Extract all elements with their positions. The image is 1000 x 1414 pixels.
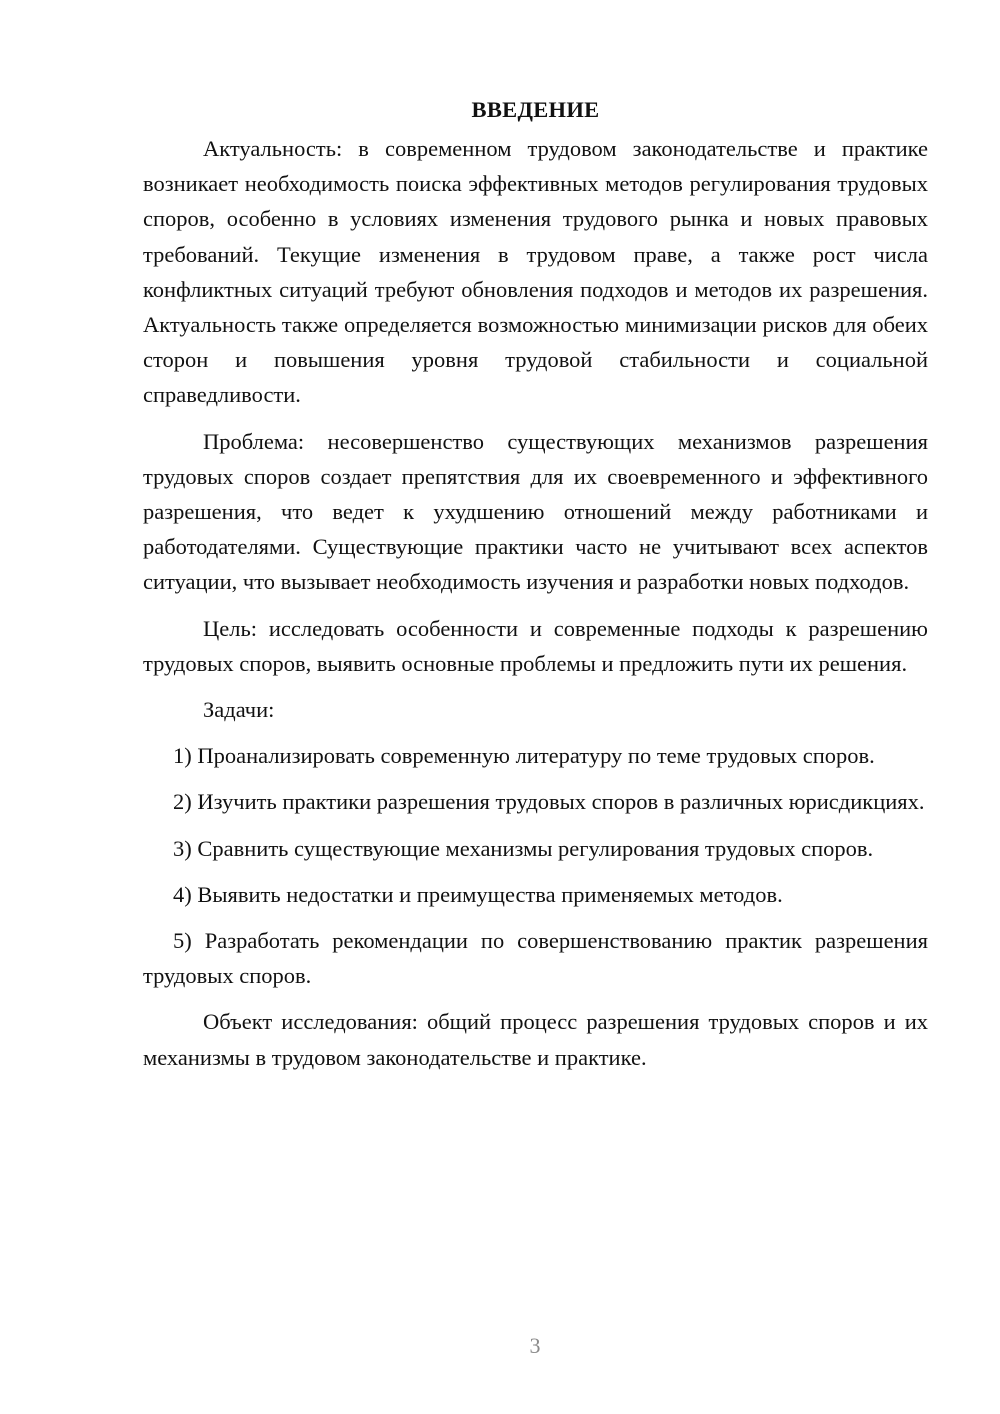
task-item-1: 1) Проанализировать современную литературу по теме трудовых споров. [173, 743, 875, 769]
paragraph-problem: Проблема: несовершенство существующих механизмов разрешения трудовых споров создает препятствия для их своевременного и эффективного разрешения, что ведет к ухудшению отношений между работниками и работодателями. Существующие практики часто не учитывают всех аспектов ситуации, что вызывает необходимость изучения и разработки новых подходов. [143, 428, 928, 595]
paragraph-goal: Цель: исследовать особенности и современные подходы к разрешению трудовых споров, выявить основные проблемы и предложить пути их решения. [143, 615, 928, 676]
task-item-5: 5) Разработать рекомендации по совершенствованию практик разрешения трудовых споров. [143, 928, 928, 989]
document-page [143, 92, 928, 1086]
task-item-3: 3) Сравнить существующие механизмы регулирования трудовых споров. [173, 835, 874, 861]
task-item-2: 2) Изучить практики разрешения трудовых споров в различных юрисдикциях. [173, 789, 925, 815]
task-item-4: 4) Выявить недостатки и преимущества применяемых методов. [173, 881, 783, 907]
paragraph-object: Объект исследования: общий процесс разрешения трудовых споров и их механизмы в трудовом законодательстве и практике. [143, 1009, 928, 1070]
paragraph-relevance: Актуальность: в современном трудовом законодательстве и практике возникает необходимость поиска эффективных методов регулирования трудовых споров, особенно в условиях изменения трудового рынка и новых правовых требований. Текущие изменения в трудовом праве, а также рост числа конфликтных ситуаций требуют обновления подходов и методов их разрешения. Актуальность также определяется возможностью минимизации рисков для обеих сторон и повышения уровня трудовой стабильности и социальной справедливости. [143, 136, 928, 408]
page-title: ВВЕДЕНИЕ [471, 97, 600, 122]
tasks-heading: Задачи: [203, 697, 275, 723]
page-number: 3 [529, 1333, 541, 1358]
